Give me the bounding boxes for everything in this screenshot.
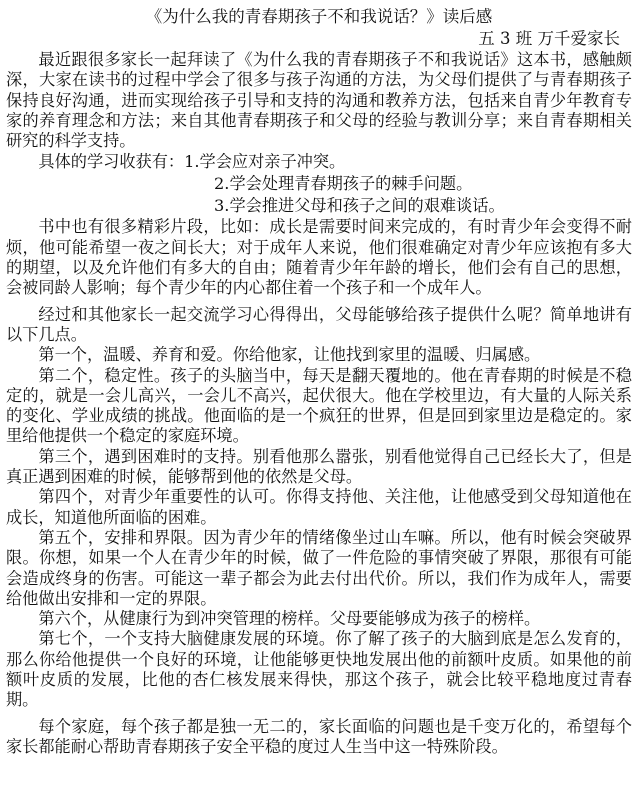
- author-byline: 五 3 班 万千爱家长: [478, 29, 620, 48]
- document: [6, 6, 632, 757]
- gain-item-1: 1.学会应对亲子冲突。: [184, 152, 346, 172]
- point-4: 第四个，对青少年重要性的认可。你得支持他、关注他，让他感受到父母知道他在成长，知道他所面临的困难。: [6, 487, 632, 527]
- intro-paragraph: 最近跟很多家长一起拜读了《为什么我的青春期孩子不和我说话》这本书，感触颇深，大家在读书的过程中学会了很多与孩子沟通的方法，为父母们提供了与青春期孩子保持良好沟通，进而实现给孩子引导和支持的沟通和教养方法，包括来自青少年教育专家的养育理念和方法；来自其他青春期孩子和父母的经验与教训分享；来自青春期相关研究的科学支持。: [6, 50, 632, 151]
- gain-item-2: 2.学会处理青春期孩子的棘手问题。: [214, 174, 473, 194]
- point-3: 第三个，遇到困难时的支持。别看他那么嚣张，别看他觉得自己已经长大了，但是真正遇到困难的时候，能够帮到他的依然是父母。: [6, 446, 632, 487]
- gains-lead: [6, 151, 632, 173]
- gains-lead-text: 具体的学习收获有：: [38, 152, 185, 172]
- closing-paragraph: 每个家庭，每个孩子都是独一无二的，家长面临的问题也是千变万化的，希望每个家长都能耐心帮助青春期孩子安全平稳的度过人生当中这一特殊阶段。: [6, 716, 632, 756]
- excerpt-paragraph: 书中也有很多精彩片段，比如：成长是需要时间来完成的，有时青少年会变得不耐烦，他可能希望一夜之间长大；对于成年人来说，他们很难确定对青少年应该抱有多大的期望，以及允许他们有多大的自由；随着青少年年龄的增长，他们会有自己的思想，会被同龄人影响；每个青少年的内心都住着一个孩子和一个成年人。: [6, 217, 632, 298]
- gain-item-3: 3.学会推进父母和孩子之间的艰难谈话。: [214, 196, 505, 216]
- exchange-paragraph: 经过和其他家长一起交流学习心得得出，父母能够给孩子提供什么呢？简单地讲有以下几点。: [6, 304, 632, 344]
- point-7: 第七个，一个支持大脑健康发展的环境。你了解了孩子的大脑到底是怎么发育的，那么你给他提供一个良好的环境，让他能够更快地发展出他的前额叶皮质。如果他的前额叶皮质的发展，比他的杏仁核发展来得快，那这个孩子，就会比较平稳地度过青春期。: [6, 629, 632, 710]
- point-5: 第五个，安排和界限。因为青少年的情绪像坐过山车嘛。所以，他有时候会突破界限。你想，如果一个人在青少年的时候，做了一件危险的事情突破了界限，那很有可能会造成终身的伤害。可能这一辈子都会为此去付出代价。所以，我们作为成年人，需要给他做出安排和一定的界限。: [6, 527, 632, 608]
- point-6: 第六个，从健康行为到冲突管理的榜样。父母要能够成为孩子的榜样。: [38, 609, 541, 629]
- document-title: 《为什么我的青春期孩子不和我说话？》读后感: [145, 7, 493, 26]
- point-1: 第一个，温暖、养育和爱。你给他家，让他找到家里的温暖、归属感。: [38, 345, 541, 365]
- point-2: 第二个，稳定性。孩子的头脑当中，每天是翻天覆地的。他在青春期的时候是不稳定的，就是一会儿高兴，一会儿不高兴，起伏很大。他在学校里边，有大量的人际关系的变化、学业成绩的挑战。他面临的是一个疯狂的世界，但是回到家里边是稳定的。家里给他提供一个稳定的家庭环境。: [6, 365, 632, 446]
